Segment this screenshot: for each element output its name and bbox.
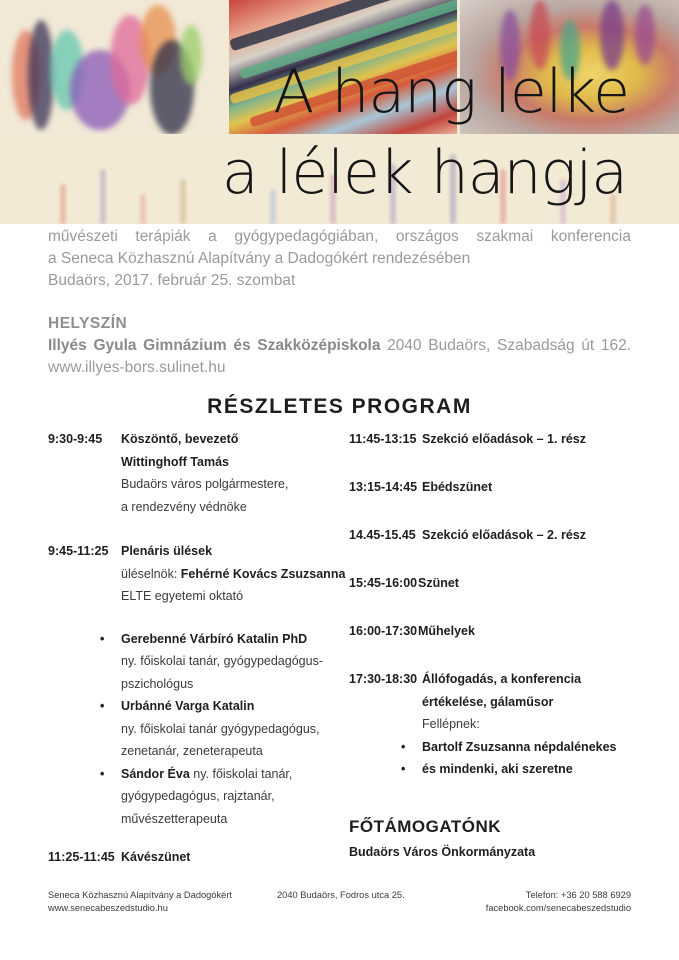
footer-contact (486, 889, 631, 915)
program-item (349, 428, 649, 476)
chair-label: üléselnök: (121, 566, 181, 581)
program-item (349, 620, 649, 668)
speaker-name: Gerebenné Várbíró Katalin PhD (121, 631, 308, 646)
program-title-text: Szekció előadások – 2. rész (422, 528, 586, 542)
footer-phone: Telefon: +36 20 588 6929 (525, 890, 631, 900)
program-item (48, 846, 338, 870)
bullet-icon: • (401, 762, 406, 776)
speaker-detail: ny. főiskolai tanár gyógypedagógus, (121, 721, 320, 736)
footer-facebook-link[interactable]: facebook.com/senecabeszedstudio (485, 903, 631, 913)
conference-subtitle: művészeti terápiák a gyógypedagógiában, országos szakmai konferencia (48, 228, 631, 245)
program-title-text: értékelése, gálaműsor (422, 694, 554, 709)
sponsor-name: Budaörs Város Önkormányzata (349, 845, 536, 859)
watercolor-dancers-image (0, 0, 226, 134)
performers-label: Fellépnek: (422, 717, 480, 731)
program-title-text: Ebédszünet (422, 480, 493, 494)
chair-role: ELTE egyetemi oktató (121, 589, 244, 603)
program-column-left (48, 428, 346, 870)
speaker-inline-detail: ny. főiskolai tanár, (189, 766, 293, 781)
program-title-text: Műhelyek (418, 624, 475, 638)
venue-address-line (48, 335, 631, 357)
speaker-detail: pszichológus (121, 676, 194, 691)
venue-school: Illyés Gyula Gimnázium és Szakközépiskola (48, 337, 381, 354)
program-title-text: Szekció előadások – 1. rész (422, 432, 586, 446)
program-time: 13:15-14:45 (349, 480, 418, 494)
bullet-icon: • (401, 739, 406, 754)
speaker-name: Sándor Éva (121, 766, 190, 781)
speaker-item (100, 628, 345, 696)
program-time: 9:45-11:25 (48, 544, 109, 558)
program-title-text: Kávészünet (121, 850, 191, 864)
footer-org-name: Seneca Közhasznú Alapítvány a Dadogókért (48, 890, 232, 900)
program-column-right (349, 428, 649, 788)
program-item (349, 476, 649, 524)
program-item (349, 668, 649, 788)
program-time: 11:45-13:15 (349, 432, 417, 446)
program-time: 17:30-18:30 (349, 672, 418, 686)
program-time: 14.45-15.45 (349, 528, 416, 542)
program-title-text: Állófogadás, a konferencia (422, 672, 582, 686)
chair-name: Fehérné Kovács Zsuzsanna (180, 566, 346, 581)
venue-website-link[interactable]: www.illyes-bors.sulinet.hu (48, 359, 226, 376)
speaker-detail: ny. főiskolai tanár, gyógypedagógus- (121, 654, 323, 668)
speaker-detail: gyógypedagógus, rajztanár, (121, 789, 275, 803)
title-line-1: A hang lelke (273, 57, 629, 127)
program-time: 15:45-16:00 (349, 576, 418, 590)
bullet-icon: • (100, 631, 105, 646)
sponsor-title: FŐTÁMOGATÓNK (349, 817, 502, 836)
venue-label: HELYSZÍN (48, 315, 128, 332)
program-item (48, 428, 338, 540)
conference-description (48, 226, 631, 292)
venue-address: 2040 Budaörs, Szabadság út 162. (380, 337, 631, 354)
footer-organization (48, 889, 232, 915)
conference-organizer: a Seneca Közhasznú Alapítvány a Dadogókért rendezésében (48, 250, 471, 267)
program-title: RÉSZLETES PROGRAM (207, 395, 472, 418)
program-time: 11:25-11:45 (48, 850, 115, 864)
speaker-detail: művészetterapeuta (121, 811, 228, 826)
footer-address (277, 889, 405, 902)
conference-date: Budaörs, 2017. február 25. szombat (48, 272, 296, 289)
header-banner (0, 0, 679, 224)
performer-name: Bartolf Zsuzsanna népdalénekes (422, 739, 617, 754)
program-time: 16:00-17:30 (349, 624, 418, 638)
program-time: 9:30-9:45 (48, 432, 103, 446)
program-item (349, 572, 649, 620)
speaker-detail: zenetanár, zeneterapeuta (121, 744, 263, 758)
speaker-detail: Budaörs város polgármestere, (121, 477, 289, 491)
program-title-text: Plenáris ülések (121, 544, 213, 558)
speaker-detail: a rendezvény védnöke (121, 499, 247, 514)
program-title-text: Köszöntő, bevezető (121, 432, 239, 446)
chair-line (121, 563, 345, 586)
performer-name: és mindenki, aki szeretne (422, 762, 573, 776)
speaker-item (100, 763, 345, 831)
speaker-item (100, 695, 345, 763)
performer-item (401, 758, 617, 781)
performer-item (401, 736, 617, 759)
program-item (48, 540, 346, 846)
bullet-icon: • (100, 766, 105, 781)
footer-website-link[interactable]: www.senecabeszedstudio.hu (48, 903, 168, 913)
program-item (349, 524, 649, 572)
title-line-2: a lélek hangja (221, 138, 627, 208)
speaker-name: Urbánné Varga Katalin (121, 699, 255, 713)
program-title-text: Szünet (418, 576, 459, 590)
footer-address-text: 2040 Budaörs, Fodros utca 25. (277, 890, 405, 900)
venue-section (48, 313, 631, 379)
speaker-name: Wittinghoff Tamás (121, 454, 229, 469)
bullet-icon: • (100, 699, 105, 713)
